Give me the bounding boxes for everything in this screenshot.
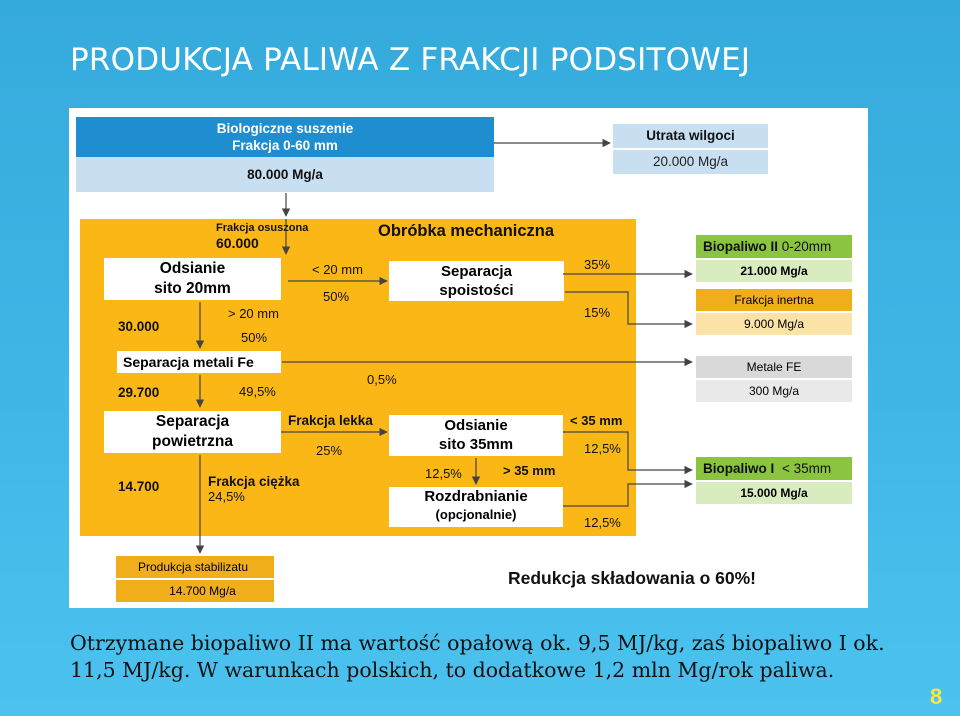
heavy-fraction-pct: 24,5% <box>208 489 245 504</box>
reduction-note: Redukcja składowania o 60%! <box>508 568 757 588</box>
dried-fraction-label: Frakcja osuszona <box>216 222 309 234</box>
light-fraction-label: Frakcja lekka <box>288 413 373 428</box>
biofuel-1-amount: 15.000 Mg/a <box>696 482 852 504</box>
fe-metals-label: Metale FE <box>696 356 852 378</box>
heavy-fraction-label: Frakcja ciężka <box>208 474 300 489</box>
gt20-label: > 20 mm <box>228 306 279 321</box>
sieve35-out-pct: 12,5% <box>584 515 621 530</box>
sieve-20-line2: sito 20mm <box>154 280 231 297</box>
biofuel-1-label: Biopaliwo I <box>703 461 775 476</box>
shred-line2: (opcjonalnie) <box>435 507 517 522</box>
bio-drying-line1: Biologiczne suszenie <box>216 121 354 136</box>
bio-drying-line2: Frakcja 0-60 mm <box>232 138 338 153</box>
lt20-pct: 50% <box>323 289 350 304</box>
fe-pct: 0,5% <box>367 372 397 387</box>
biofuel-2-range: 0-20mm <box>781 239 832 254</box>
lt20-label: < 20 mm <box>312 262 363 277</box>
section-title: Obróbka mechaniczna <box>378 222 555 240</box>
lt35-pct: 12,5% <box>584 441 621 456</box>
sieve-20-line1: Odsianie <box>159 260 226 277</box>
metal-pct: 49,5% <box>239 384 276 399</box>
inert-fraction-label: Frakcja inertna <box>696 289 852 311</box>
air-amount: 14.700 <box>118 479 160 494</box>
biofuel-2-label: Biopaliwo II <box>703 239 779 254</box>
light-fraction-pct: 25% <box>316 443 343 458</box>
gt35-label: > 35 mm <box>503 463 556 478</box>
metal-separation-box: Separacja metali Fe <box>117 351 281 373</box>
stabilizer-amount: 14.700 Mg/a <box>116 580 274 602</box>
density-pct-top: 35% <box>584 257 611 272</box>
slide-title: PRODUKCJA PALIWA Z FRAKCJI PODSITOWEJ <box>70 42 751 78</box>
fe-metals-amount: 300 Mg/a <box>696 380 852 402</box>
sieve35-in-pct: 12,5% <box>425 466 462 481</box>
sieve-35-line1: Odsianie <box>444 417 508 434</box>
bio-drying-amount: 80.000 Mg/a <box>76 157 494 192</box>
density-pct-mid: 15% <box>584 305 611 320</box>
moisture-loss-amount: 20.000 Mg/a <box>613 150 768 174</box>
stabilizer-label: Produkcja stabilizatu <box>116 556 274 578</box>
inert-fraction-amount: 9.000 Mg/a <box>696 313 852 335</box>
metal-amount: 29.700 <box>118 385 160 400</box>
biofuel-1-range: < 35mm <box>782 461 832 476</box>
shred-line1: Rozdrabnianie <box>424 488 528 505</box>
footer-text: Otrzymane biopaliwo II ma wartość opałową ok. 9,5 MJ/kg, zaś biopaliwo I ok. 11,5 MJ/kg. W warunkach polskich, to dodatkowe 1,2 mln Mg/rok paliwa. <box>70 631 885 682</box>
sieve-35-line2: sito 35mm <box>438 436 514 453</box>
biofuel-2-amount: 21.000 Mg/a <box>696 260 852 282</box>
density-line2: spoistości <box>439 282 514 299</box>
gt20-pct: 50% <box>241 330 268 345</box>
density-line1: Separacja <box>441 263 512 280</box>
moisture-loss-label: Utrata wilgoci <box>613 124 768 148</box>
lt35-label: < 35 mm <box>570 413 623 428</box>
air-line2: powietrzna <box>152 433 233 450</box>
dried-fraction-amount: 60.000 <box>216 235 259 251</box>
air-line1: Separacja <box>155 413 230 430</box>
sieve-20-amount: 30.000 <box>118 319 160 334</box>
page-number: 8 <box>930 684 943 709</box>
